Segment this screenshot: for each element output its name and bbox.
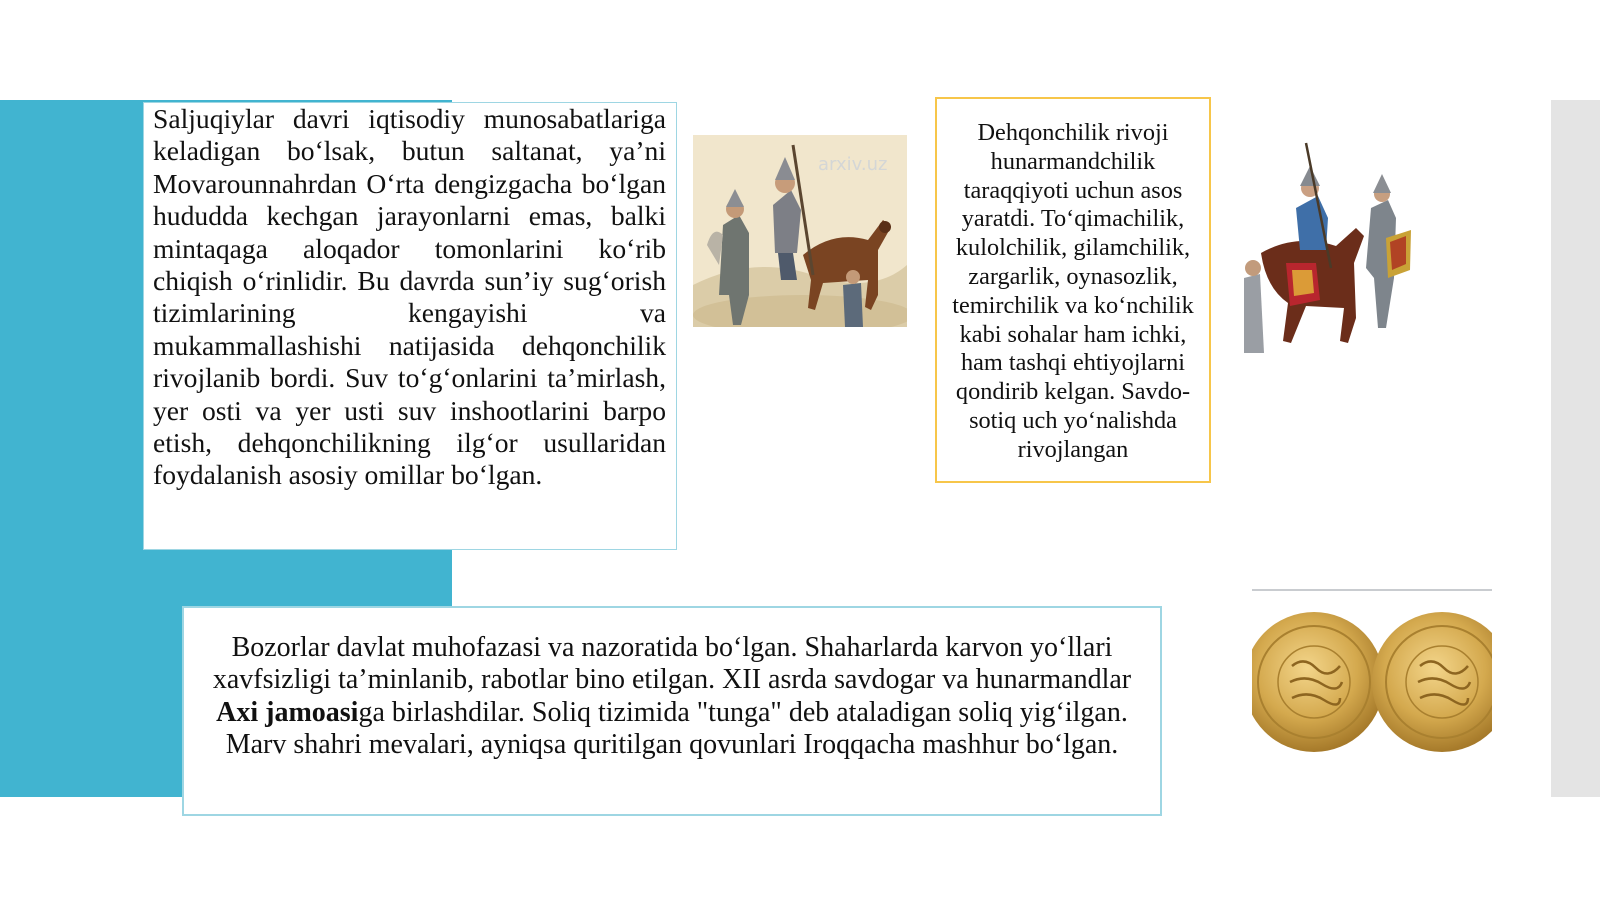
warriors-illustration: [693, 135, 907, 327]
watermark-text: arxiv.uz: [818, 154, 888, 175]
main-paragraph: Saljuqiylar davri iqtisodiy munosabatlariga keladigan bo‘lsak, butun saltanat, ya’ni Movarounnahrdan O‘rta dengizgacha bo‘lgan hududda kechgan jarayonlarni emas, balki mintaqaga aloqador tomonlarini ko‘rib chiqish o‘rinlidir. Bu davrda sun’iy sug‘orish tizimlarining kengayishi va mukammallashishi natijasida dehqonchilik rivojlanib bordi. Suv to‘g‘onlarini ta’mirlash, yer osti va yer usti suv inshootlarini barpo etish, dehqonchilikning ilg‘or usullaridan foydalanish asosiy omillar bo‘lgan.: [153, 103, 666, 491]
bottom-paragraph-part1: Bozorlar davlat muhofazasi va nazoratida bo‘lgan. Shaharlarda karvon yo‘llari xavfsizligi ta’minlanib, rabotlar bino etilgan. XII asrda savdogar va hunarmandlar: [212, 632, 1132, 696]
right-text-box: [935, 97, 1211, 483]
bottom-paragraph-part2: ga birlashdilar. Soliq tizimida "tunga" deb ataladigan soliq yig‘ilgan. Marv shahri mevalari, ayniqsa quritilgan qovunlari Iroqqacha mashhur bo‘lgan.: [225, 696, 1128, 761]
axi-jamoasi-bold: Axi jamoasi: [216, 696, 359, 728]
horseman-illustration: [1236, 138, 1416, 353]
main-text-box: [143, 102, 677, 550]
right-paragraph: Dehqonchilik rivoji hunarmandchilik taraqqiyoti uchun asos yaratdi. To‘qimachilik, kulolchilik, gilamchilik, zargarlik, oynasozlik, temirchilik va ko‘nchilik kabi sohalar ham ichki, ham tashqi ehtiyojlarni qondirib kelgan. Savdo-sotiq uch yo‘nalishda rivojlangan: [952, 119, 1194, 463]
bottom-text-box: [182, 606, 1162, 816]
gray-accent-band: [1551, 100, 1600, 797]
gold-coins-photo: [1252, 586, 1492, 778]
bottom-paragraph: [192, 632, 1152, 762]
